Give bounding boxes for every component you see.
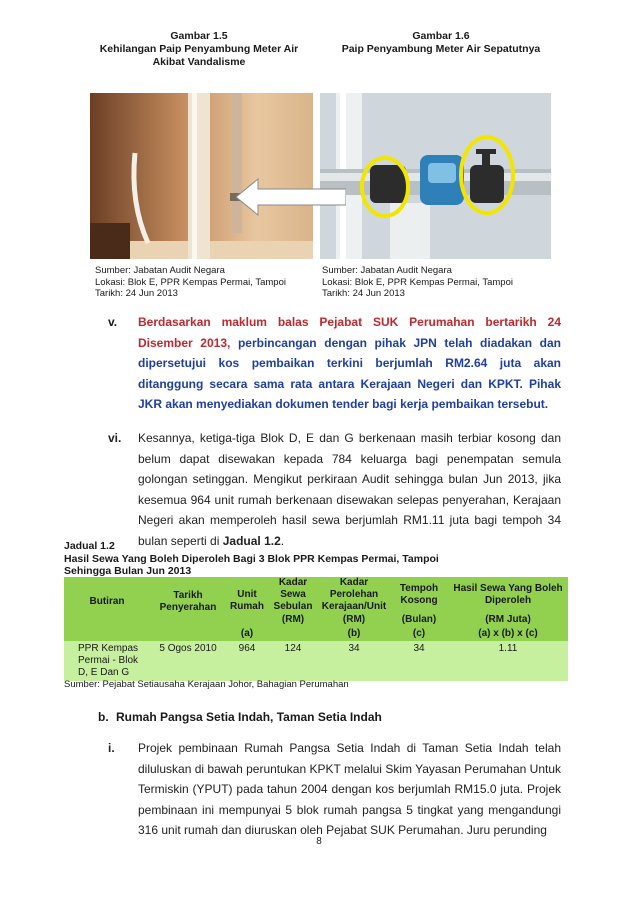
highlight-red-text: Berdasarkan maklum balas Pejabat SUK Perumahan bertarikh 24 Disember 2013, bbox=[138, 315, 561, 350]
table-source: Sumber: Pejabat Setiausaha Kerajaan Johor, Bahagian Perumahan bbox=[64, 679, 349, 690]
unit-kadar-perolehan: (RM) bbox=[318, 613, 390, 627]
section-number: b. bbox=[98, 710, 109, 724]
photo-correct-pipe bbox=[320, 93, 551, 259]
header-kadar-perolehan: Kadar Perolehan Kerajaan/Unit bbox=[318, 577, 390, 613]
location-text: Lokasi: Blok E, PPR Kempas Permai, Tampoi bbox=[95, 276, 286, 288]
code-blank-2 bbox=[150, 627, 226, 641]
unit-blank bbox=[226, 613, 268, 627]
code-blank-3 bbox=[268, 627, 318, 641]
figure-right-title: Paip Penyambung Meter Air Sepatutnya bbox=[341, 43, 541, 55]
paragraph-text: Projek pembinaan Rumah Pangsa Setia Indah di Taman Setia Indah telah diluluskan di bawah peruntukan KPKT melalui Skim Yayasan Perumahan Untuk Termiskin (YPUT) pada tahun 2004 dengan kos berjumlah RM15.0 juta. Projek pembinaan ini mempunyai 5 blok rumah pangsa 5 tingkat yang mengandungi 316 unit rumah dan diuruskan oleh Pejabat SUK Perumahan. Juru perunding bbox=[138, 741, 561, 837]
section-b-heading bbox=[98, 710, 382, 724]
code-tempoh: (c) bbox=[390, 627, 448, 641]
code-blank-1 bbox=[64, 627, 150, 641]
revenue-table bbox=[64, 577, 568, 681]
cell-tarikh: 5 Ogos 2010 bbox=[150, 641, 226, 681]
header-kadar-sewa: Kadar Sewa Sebulan bbox=[268, 577, 318, 613]
paragraph-i bbox=[108, 738, 561, 841]
cell-butiran: PPR Kempas Permai - Blok D, E Dan G bbox=[64, 641, 150, 681]
table-title bbox=[64, 540, 564, 578]
figure-left-caption bbox=[88, 30, 310, 69]
cell-hasil: 1.11 bbox=[448, 641, 568, 681]
cell-tempoh: 34 bbox=[390, 641, 448, 681]
code-kadar-perolehan: (b) bbox=[318, 627, 390, 641]
header-hasil: Hasil Sewa Yang Boleh Diperoleh bbox=[448, 577, 568, 613]
date-text: Tarikh: 24 Jun 2013 bbox=[322, 288, 405, 299]
paragraph-v bbox=[108, 312, 562, 415]
figure-left-source bbox=[95, 265, 315, 300]
source-text: Sumber: Jabatan Audit Negara bbox=[95, 265, 225, 276]
table-heading: Hasil Sewa Yang Boleh Diperoleh Bagi 3 Blok PPR Kempas Permai, Tampoi bbox=[64, 552, 439, 565]
page-number: 8 bbox=[316, 836, 322, 847]
header-unit: Unit Rumah bbox=[226, 577, 268, 613]
highlight-blue-text: perbincangan dengan pihak JPN telah diadakan dan dipersetujui kos pembaikan terkini berjumlah RM2.64 juta akan ditanggung secara sama rata antara Kerajaan Negeri dan KPKT. Pihak JKR akan menyediakan dokumen tender bagi kerja pembaikan tersebut. bbox=[138, 335, 562, 411]
unit-hasil: (RM Juta) bbox=[448, 613, 568, 627]
table-row bbox=[64, 641, 568, 681]
photo-vandalised-pipe bbox=[90, 93, 313, 259]
code-unit: (a) bbox=[226, 627, 268, 641]
paragraph-end: . bbox=[280, 533, 285, 548]
code-hasil: (a) x (b) x (c) bbox=[448, 627, 568, 641]
paragraph-number: v. bbox=[108, 315, 118, 329]
unit-tempoh: (Bulan) bbox=[390, 613, 448, 627]
cell-kadar-sewa: 124 bbox=[268, 641, 318, 681]
table-reference: Jadual 1.2 bbox=[222, 533, 281, 548]
paragraph-number: i. bbox=[108, 741, 115, 755]
source-text: Sumber: Jabatan Audit Negara bbox=[322, 265, 452, 276]
date-text: Tarikh: 24 Jun 2013 bbox=[95, 288, 178, 299]
paragraph-number: vi. bbox=[108, 431, 122, 445]
figure-right-number: Gambar 1.6 bbox=[412, 30, 470, 42]
table-subheading: Sehingga Bulan Jun 2013 bbox=[64, 565, 192, 577]
section-title: Rumah Pangsa Setia Indah, Taman Setia Indah bbox=[116, 710, 382, 724]
unit-kadar-sewa: (RM) bbox=[268, 613, 318, 627]
header-tarikh: Tarikh Penyerahan bbox=[150, 577, 226, 627]
location-text: Lokasi: Blok E, PPR Kempas Permai, Tampoi bbox=[322, 276, 513, 288]
figure-right-caption bbox=[330, 30, 552, 56]
figure-left-number: Gambar 1.5 bbox=[170, 30, 228, 42]
figure-left-title: Kehilangan Paip Penyambung Meter Air Akibat Vandalisme bbox=[99, 43, 299, 68]
table-label: Jadual 1.2 bbox=[64, 540, 115, 552]
paragraph-vi bbox=[108, 428, 561, 551]
figure-right-source bbox=[322, 265, 552, 300]
cell-kadar-perolehan: 34 bbox=[318, 641, 390, 681]
cell-unit: 964 bbox=[226, 641, 268, 681]
paragraph-text: Kesannya, ketiga-tiga Blok D, E dan G berkenaan masih terbiar kosong dan belum dapat disewakan kepada 784 keluarga bagi penempatan semula golongan setinggan. Mengikut perkiraan Audit sehingga bulan Jun 2013, jika kesemua 964 unit rumah berkenaan disewakan selepas penyerahan, Kerajaan Negeri akan memperoleh hasil sewa berjumlah RM1.11 juta bagi tempoh 34 bulan seperti di bbox=[138, 431, 561, 548]
header-tempoh: Tempoh Kosong bbox=[390, 577, 448, 613]
arrow-icon bbox=[236, 177, 346, 217]
header-butiran: Butiran bbox=[64, 577, 150, 627]
